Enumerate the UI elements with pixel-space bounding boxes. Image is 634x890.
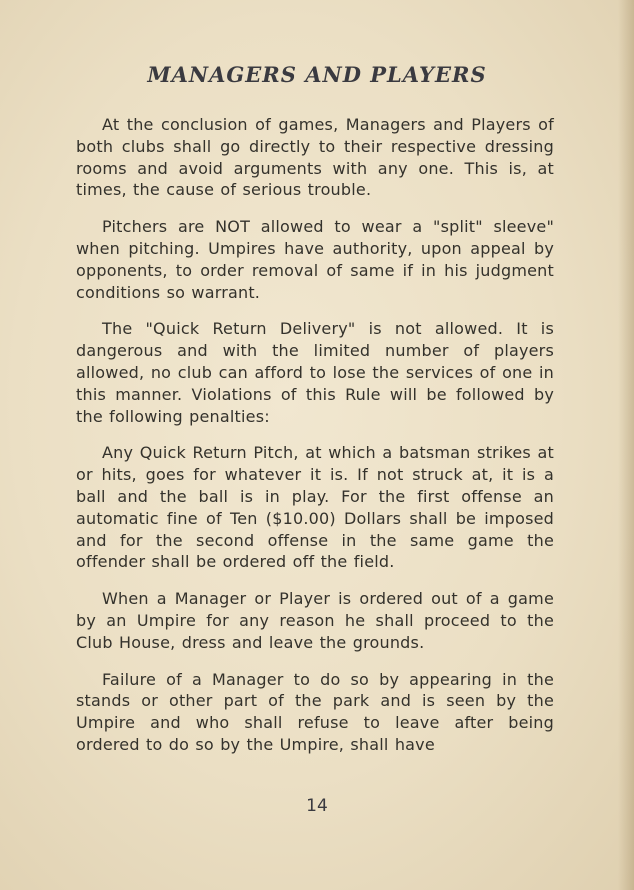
page-number: 14 [306, 796, 328, 816]
paragraph-ordered-out: When a Manager or Player is ordered out of a game by an Umpire for any reason he shall proceed to the Club House, dress and leave the grounds. [76, 589, 554, 652]
paragraph-quick-return: The "Quick Return Delivery" is not allowed. It is dangerous and with the limited number of players allowed, no club can afford to lose the services of one in this manner. Violations of this Rule will be followed by the following penalties: [76, 319, 554, 426]
paragraph-failure: Failure of a Manager to do so by appearing in the stands or other part of the park and is seen by the Umpire and who shall refuse to leave after being ordered to do so by the Umpire, shall have [76, 669, 554, 754]
paragraph-penalties: Any Quick Return Pitch, at which a batsman strikes at or hits, goes for whatever it is. If not struck at, it is a ball and the ball is in play. For the first offense an automatic fine of Ten ($10.00) Dollars shall be imposed and for the second offense in the same game the offender shall be ordered off the field. [76, 443, 554, 572]
section-heading: MANAGERS AND PLAYERS [147, 62, 487, 87]
paragraph-split-sleeve: Pitchers are NOT allowed to wear a "split" sleeve" when pitching. Umpires have authority, upon appeal by opponents, to order removal of same if in his judgment conditions so warrant. [76, 217, 554, 302]
paragraph-dressing-rooms: At the conclusion of games, Managers and Players of both clubs shall go directly to their respective dressing rooms and avoid arguments with any one. This is, at times, the cause of serious trouble. [76, 115, 554, 200]
page-edge-shadow [618, 0, 634, 890]
body-text [76, 114, 554, 771]
